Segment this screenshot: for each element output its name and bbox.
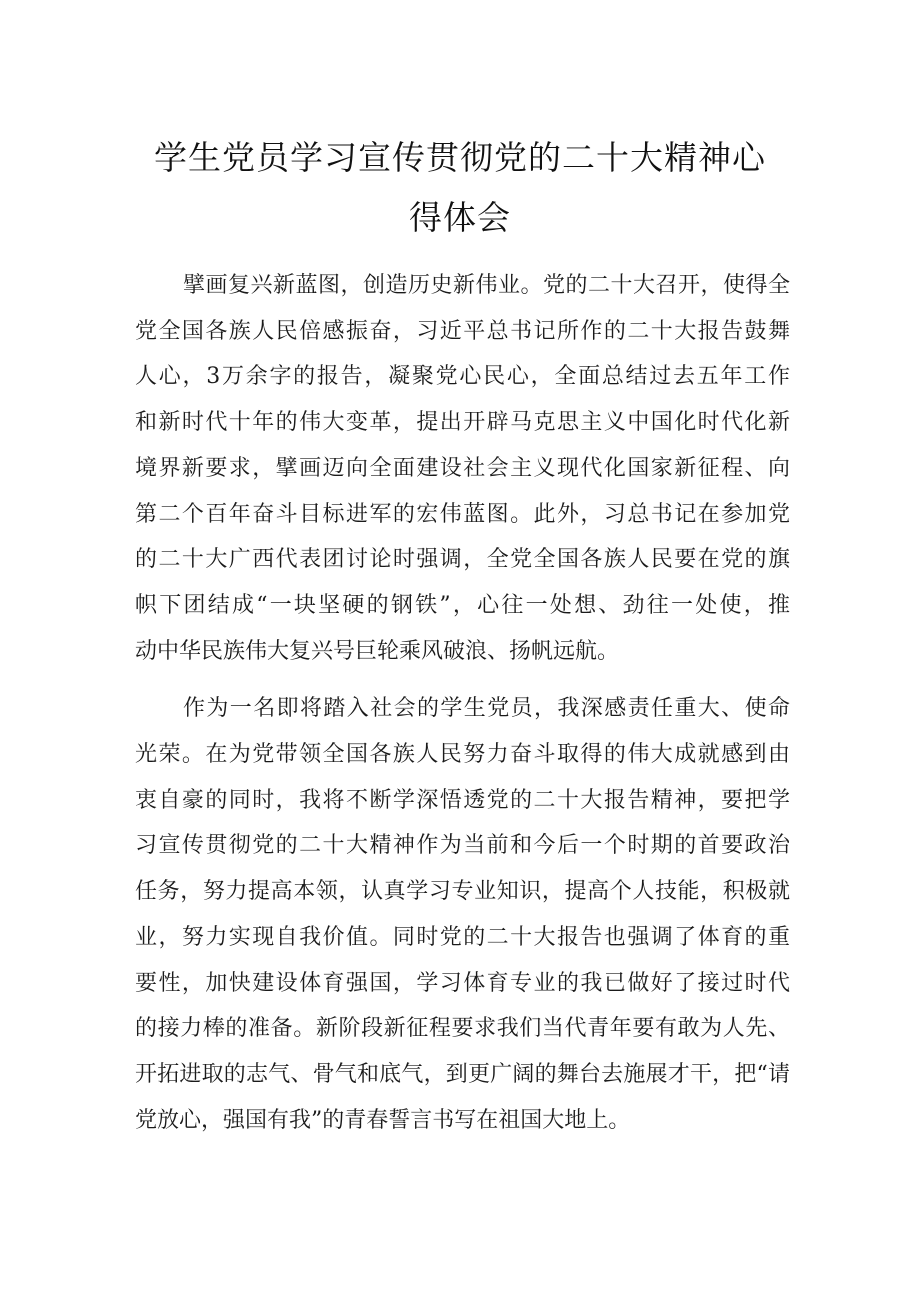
- text-line: 第二个百年奋斗目标进军的宏伟蓝图。此外，习总书记在参加党: [135, 501, 790, 527]
- text-line: 业，努力实现自我价值。同时党的二十大报告也强调了体育的重: [135, 924, 790, 950]
- text-line: 作为一名即将踏入社会的学生党员，我深感责任重大、使命: [183, 696, 790, 722]
- paragraph-1: [135, 263, 790, 674]
- text-line: 的接力棒的准备。新阶段新征程要求我们当代青年要有敢为人先、: [135, 1016, 790, 1042]
- page-title: [130, 128, 790, 248]
- title-line: 得体会: [409, 198, 511, 237]
- text-line: 党全国各族人民倍感振奋，习近平总书记所作的二十大报告鼓舞: [135, 318, 790, 344]
- text-line: 要性，加快建设体育强国，学习体育专业的我已做好了接过时代: [135, 970, 790, 996]
- text-line: 习宣传贯彻党的二十大精神作为当前和今后一个时期的首要政治: [135, 833, 790, 859]
- title-line: 学生党员学习宣传贯彻党的二十大精神心: [154, 138, 766, 177]
- text-line: 光荣。在为党带领全国各族人民努力奋斗取得的伟大成就感到由: [135, 742, 790, 768]
- text-line: 的二十大广西代表团讨论时强调，全党全国各族人民要在党的旗: [135, 547, 790, 573]
- text-line: 党放心，强国有我”的青春誓言书写在祖国大地上。: [135, 1107, 631, 1133]
- text-line: 擘画复兴新蓝图，创造历史新伟业。党的二十大召开，使得全: [183, 273, 790, 298]
- text-line: 动中华民族伟大复兴号巨轮乘风破浪、扬帆远航。: [135, 638, 620, 664]
- text-line: 和新时代十年的伟大变革，提出开辟马克思主义中国化时代化新: [135, 410, 790, 436]
- text-line: 开拓进取的志气、骨气和底气，到更广阔的舞台去施展才干，把“请: [135, 1061, 790, 1087]
- text-line: 境界新要求，擘画迈向全面建设社会主义现代化国家新征程、向: [135, 455, 790, 481]
- text-line: 人心，3万余字的报告，凝聚党心民心，全面总结过去五年工作: [135, 364, 790, 390]
- article-body: [135, 263, 790, 1155]
- text-line: 衷自豪的同时，我将不断学深悟透党的二十大报告精神，要把学: [135, 787, 790, 813]
- text-line: 帜下团结成“一块坚硬的钢铁”，心往一处想、劲往一处使，推: [135, 592, 790, 618]
- text-line: 任务，努力提高本领，认真学习专业知识，提高个人技能，积极就: [135, 879, 790, 905]
- paragraph-2: [135, 686, 790, 1143]
